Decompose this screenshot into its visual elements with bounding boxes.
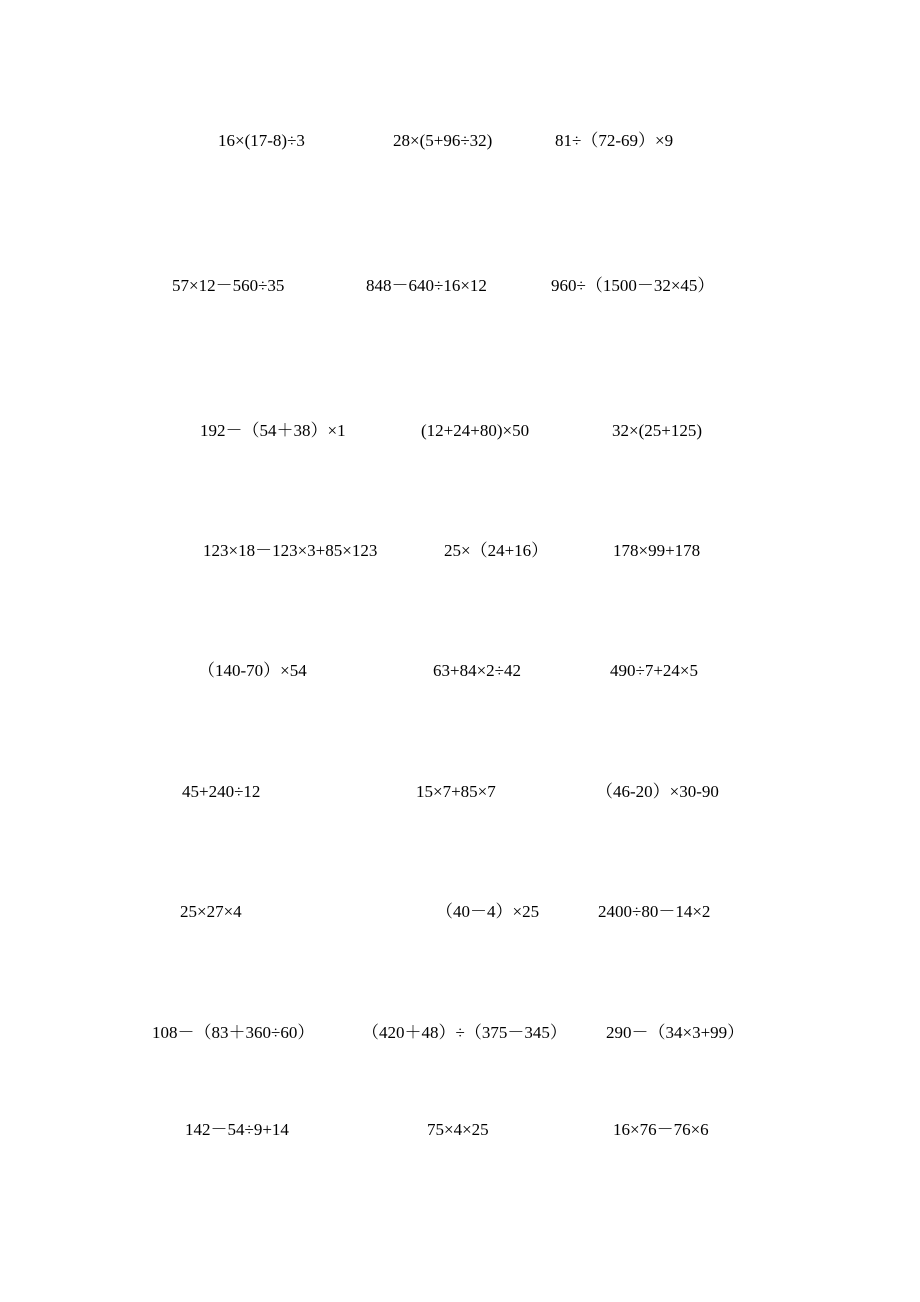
- arithmetic-expression: 16×(17-8)÷3: [218, 131, 305, 150]
- arithmetic-expression: （140-70）×54: [198, 661, 307, 680]
- arithmetic-expression: 81÷（72-69）×9: [555, 131, 674, 150]
- arithmetic-expression: 142－54÷9+14: [185, 1120, 289, 1139]
- arithmetic-expression: 45+240÷12: [182, 782, 261, 801]
- arithmetic-expression: 32×(25+125): [612, 421, 702, 440]
- arithmetic-expression: 15×7+85×7: [416, 782, 496, 801]
- arithmetic-expression: 2400÷80－14×2: [598, 902, 711, 921]
- arithmetic-expression: 123×18－123×3+85×123: [203, 541, 378, 560]
- arithmetic-expression: 16×76－76×6: [613, 1120, 709, 1139]
- arithmetic-expression: 25×27×4: [180, 902, 242, 921]
- arithmetic-expression: （420＋48）÷（375－345）: [362, 1023, 567, 1042]
- arithmetic-expression: （46-20）×30-90: [596, 782, 719, 801]
- arithmetic-expression: 178×99+178: [613, 541, 701, 560]
- arithmetic-expression: 25×（24+16）: [444, 541, 549, 560]
- arithmetic-expression: 848－640÷16×12: [366, 276, 487, 295]
- arithmetic-expression: 290－（34×3+99）: [606, 1023, 745, 1042]
- arithmetic-expression: 28×(5+96÷32): [393, 131, 493, 150]
- arithmetic-expression: 490÷7+24×5: [610, 661, 699, 680]
- arithmetic-expression: 75×4×25: [427, 1120, 489, 1139]
- arithmetic-expression: 57×12－560÷35: [172, 276, 285, 295]
- arithmetic-expression: 63+84×2÷42: [433, 661, 522, 680]
- arithmetic-expression: 108－（83＋360÷60）: [152, 1023, 315, 1042]
- arithmetic-expression: (12+24+80)×50: [421, 421, 530, 440]
- arithmetic-expression: 960÷（1500－32×45）: [551, 276, 715, 295]
- arithmetic-expression: 192－（54＋38）×1: [200, 421, 346, 440]
- arithmetic-expression: （40－4）×25: [436, 902, 540, 921]
